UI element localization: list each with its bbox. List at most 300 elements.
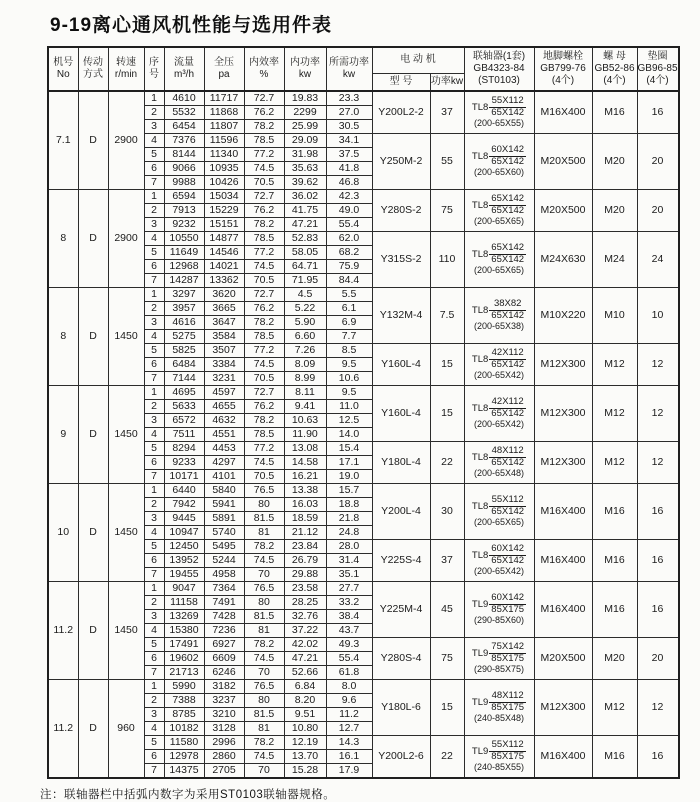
internal-power-cell: 2299	[284, 106, 326, 120]
internal-power-cell: 10.80	[284, 722, 326, 736]
pressure-cell: 15229	[204, 204, 244, 218]
seq-cell: 6	[144, 260, 164, 274]
header-line: r/min	[114, 69, 138, 80]
coupling-cell	[464, 190, 534, 232]
internal-power-cell: 36.02	[284, 190, 326, 204]
anchor-bolt-cell: M16X400	[534, 484, 592, 540]
coupling-spec	[466, 145, 533, 167]
internal-power-cell: 28.25	[284, 596, 326, 610]
table-row	[48, 288, 679, 302]
col-header-speed	[108, 47, 144, 91]
required-power-cell: 61.8	[326, 666, 372, 680]
motor-power-cell: 110	[430, 232, 464, 288]
header-line: pa	[218, 69, 230, 80]
coupling-fraction	[489, 299, 526, 321]
efficiency-cell: 78.5	[244, 428, 284, 442]
efficiency-cell: 80	[244, 596, 284, 610]
required-power-cell: 46.8	[326, 176, 372, 190]
required-power-cell: 17.9	[326, 764, 372, 779]
coupling-note: (200-65X65)	[473, 265, 525, 276]
flow-cell: 3297	[164, 288, 204, 302]
motor-model-cell: Y250M-2	[372, 134, 430, 190]
flow-cell: 9445	[164, 512, 204, 526]
coupling-spec	[466, 495, 533, 517]
table-row	[48, 582, 679, 596]
col-header-pressure	[204, 47, 244, 91]
flow-cell: 5275	[164, 330, 204, 344]
motor-power-cell: 15	[430, 344, 464, 386]
coupling-spec	[466, 691, 533, 713]
seq-cell: 5	[144, 736, 164, 750]
efficiency-cell: 72.7	[244, 386, 284, 400]
coupling-series: TL9	[471, 745, 489, 757]
header-line: %	[259, 69, 269, 80]
coupling-fraction-bottom: 65X142	[491, 155, 525, 167]
flow-cell: 17491	[164, 638, 204, 652]
coupling-note: (200-65X38)	[473, 321, 525, 332]
efficiency-cell: 78.2	[244, 736, 284, 750]
internal-power-cell: 31.98	[284, 148, 326, 162]
flow-cell: 6572	[164, 414, 204, 428]
drive-cell: D	[78, 484, 108, 582]
required-power-cell: 31.4	[326, 554, 372, 568]
pressure-cell: 3647	[204, 316, 244, 330]
coupling-fraction-bottom: 65X142	[491, 358, 525, 370]
coupling-spec	[466, 194, 533, 216]
table-row	[48, 680, 679, 694]
table-row	[48, 484, 679, 498]
required-power-cell: 7.7	[326, 330, 372, 344]
flow-cell: 5633	[164, 400, 204, 414]
coupling-series: TL8	[471, 150, 489, 162]
header-line: (4个)	[551, 74, 575, 86]
motor-power-cell: 75	[430, 638, 464, 680]
machine-no-cell: 11.2	[48, 680, 78, 779]
col-header-motor: 电 动 机	[372, 47, 464, 73]
coupling-fraction	[489, 96, 526, 118]
flow-cell: 13952	[164, 554, 204, 568]
coupling-series: TL8	[471, 199, 489, 211]
seq-cell: 1	[144, 386, 164, 400]
anchor-bolt-cell: M16X400	[534, 91, 592, 134]
header-line: 内效率	[249, 57, 279, 69]
nut-cell: M12	[592, 386, 637, 442]
seq-cell: 5	[144, 148, 164, 162]
pressure-cell: 7236	[204, 624, 244, 638]
efficiency-cell: 76.2	[244, 106, 284, 120]
coupling-cell	[464, 638, 534, 680]
motor-power-cell: 22	[430, 736, 464, 779]
flow-cell: 12978	[164, 750, 204, 764]
washer-cell: 20	[637, 638, 679, 680]
coupling-cell	[464, 134, 534, 190]
efficiency-cell: 76.5	[244, 582, 284, 596]
header-line: GB52-86	[594, 63, 635, 75]
washer-cell: 10	[637, 288, 679, 344]
washer-cell: 16	[637, 540, 679, 582]
required-power-cell: 9.6	[326, 694, 372, 708]
pressure-cell: 5244	[204, 554, 244, 568]
efficiency-cell: 81	[244, 624, 284, 638]
flow-cell: 7913	[164, 204, 204, 218]
efficiency-cell: 72.7	[244, 288, 284, 302]
col-header-seq	[144, 47, 164, 91]
efficiency-cell: 70	[244, 764, 284, 779]
required-power-cell: 14.0	[326, 428, 372, 442]
flow-cell: 3957	[164, 302, 204, 316]
fan-selection-table	[47, 46, 680, 779]
seq-cell: 3	[144, 120, 164, 134]
anchor-bolt-cell: M16X400	[534, 736, 592, 779]
coupling-fraction	[489, 348, 526, 370]
efficiency-cell: 77.2	[244, 148, 284, 162]
header-line: (ST0103)	[478, 74, 520, 86]
internal-power-cell: 8.09	[284, 358, 326, 372]
coupling-fraction-bottom: 65X142	[491, 505, 525, 517]
pressure-cell: 11717	[204, 91, 244, 106]
pressure-cell: 11596	[204, 134, 244, 148]
flow-cell: 6594	[164, 190, 204, 204]
flow-cell: 10171	[164, 470, 204, 484]
motor-power-cell: 37	[430, 91, 464, 134]
machine-no-cell: 8	[48, 190, 78, 288]
pressure-cell: 4297	[204, 456, 244, 470]
flow-cell: 15380	[164, 624, 204, 638]
pressure-cell: 7491	[204, 596, 244, 610]
pressure-cell: 2860	[204, 750, 244, 764]
required-power-cell: 9.5	[326, 358, 372, 372]
motor-model-cell: Y180L-6	[372, 680, 430, 736]
washer-cell: 16	[637, 484, 679, 540]
internal-power-cell: 32.76	[284, 610, 326, 624]
header-line: 螺 母	[603, 51, 626, 63]
nut-cell: M12	[592, 442, 637, 484]
required-power-cell: 28.0	[326, 540, 372, 554]
col-header-anchor-bolt	[534, 47, 592, 91]
internal-power-cell: 52.83	[284, 232, 326, 246]
internal-power-cell: 4.5	[284, 288, 326, 302]
coupling-note: (290-85X75)	[473, 664, 525, 675]
coupling-series: TL9	[471, 598, 489, 610]
table-row	[48, 91, 679, 106]
speed-cell: 1450	[108, 484, 144, 582]
coupling-fraction	[489, 593, 526, 615]
pressure-cell: 3182	[204, 680, 244, 694]
internal-power-cell: 14.58	[284, 456, 326, 470]
col-header-motor-power: 功率kw	[430, 73, 464, 91]
efficiency-cell: 76.2	[244, 204, 284, 218]
motor-power-cell: 37	[430, 540, 464, 582]
flow-cell: 19602	[164, 652, 204, 666]
header-line: 垫圈	[647, 51, 668, 63]
coupling-spec	[466, 96, 533, 118]
pressure-cell: 3231	[204, 372, 244, 386]
table-header	[48, 47, 679, 91]
efficiency-cell: 78.2	[244, 540, 284, 554]
pressure-cell: 13362	[204, 274, 244, 288]
pressure-cell: 7428	[204, 610, 244, 624]
seq-cell: 5	[144, 344, 164, 358]
pressure-cell: 4597	[204, 386, 244, 400]
pressure-cell: 3128	[204, 722, 244, 736]
pressure-cell: 6927	[204, 638, 244, 652]
washer-cell: 20	[637, 134, 679, 190]
coupling-note: (240-85X55)	[473, 762, 525, 773]
header-line: 序	[149, 57, 159, 69]
coupling-spec	[466, 544, 533, 566]
nut-cell: M16	[592, 582, 637, 638]
col-header-required-power	[326, 47, 372, 91]
coupling-cell	[464, 344, 534, 386]
required-power-cell: 16.1	[326, 750, 372, 764]
required-power-cell: 12.5	[326, 414, 372, 428]
motor-model-cell: Y280S-4	[372, 638, 430, 680]
efficiency-cell: 80	[244, 498, 284, 512]
seq-cell: 7	[144, 470, 164, 484]
flow-cell: 7376	[164, 134, 204, 148]
required-power-cell: 43.7	[326, 624, 372, 638]
motor-power-cell: 45	[430, 582, 464, 638]
motor-power-cell: 30	[430, 484, 464, 540]
washer-cell: 20	[637, 190, 679, 232]
coupling-fraction	[489, 145, 526, 167]
coupling-fraction	[489, 740, 526, 762]
coupling-cell	[464, 91, 534, 134]
coupling-note: (200-65X48)	[473, 468, 525, 479]
seq-cell: 6	[144, 162, 164, 176]
required-power-cell: 11.0	[326, 400, 372, 414]
efficiency-cell: 74.5	[244, 554, 284, 568]
flow-cell: 8294	[164, 442, 204, 456]
anchor-bolt-cell: M24X630	[534, 232, 592, 288]
header-line: GB96-85	[637, 63, 678, 75]
col-header-efficiency	[244, 47, 284, 91]
motor-model-cell: Y315S-2	[372, 232, 430, 288]
coupling-series: TL8	[471, 304, 489, 316]
internal-power-cell: 11.90	[284, 428, 326, 442]
internal-power-cell: 42.02	[284, 638, 326, 652]
internal-power-cell: 16.03	[284, 498, 326, 512]
efficiency-cell: 70	[244, 568, 284, 582]
coupling-fraction-top: 48X112	[489, 446, 526, 458]
internal-power-cell: 13.38	[284, 484, 326, 498]
pressure-cell: 3507	[204, 344, 244, 358]
anchor-bolt-cell: M12X300	[534, 386, 592, 442]
motor-power-cell: 22	[430, 442, 464, 484]
washer-cell: 12	[637, 344, 679, 386]
coupling-note: (200-65X42)	[473, 370, 525, 381]
coupling-fraction-top: 60X142	[491, 592, 525, 604]
required-power-cell: 23.3	[326, 91, 372, 106]
required-power-cell: 34.1	[326, 134, 372, 148]
coupling-fraction	[489, 642, 526, 664]
coupling-series: TL8	[471, 248, 489, 260]
seq-cell: 3	[144, 414, 164, 428]
required-power-cell: 11.2	[326, 708, 372, 722]
efficiency-cell: 72.7	[244, 91, 284, 106]
seq-cell: 5	[144, 442, 164, 456]
pressure-cell: 5891	[204, 512, 244, 526]
required-power-cell: 27.7	[326, 582, 372, 596]
flow-cell: 7144	[164, 372, 204, 386]
flow-cell: 4610	[164, 91, 204, 106]
internal-power-cell: 9.41	[284, 400, 326, 414]
flow-cell: 5825	[164, 344, 204, 358]
nut-cell: M16	[592, 484, 637, 540]
anchor-bolt-cell: M20X500	[534, 134, 592, 190]
internal-power-cell: 71.95	[284, 274, 326, 288]
coupling-fraction-bottom: 65X142	[491, 554, 525, 566]
flow-cell: 13269	[164, 610, 204, 624]
nut-cell: M12	[592, 680, 637, 736]
internal-power-cell: 29.88	[284, 568, 326, 582]
coupling-spec	[466, 642, 533, 664]
seq-cell: 2	[144, 400, 164, 414]
motor-model-cell: Y200L2-6	[372, 736, 430, 779]
internal-power-cell: 7.26	[284, 344, 326, 358]
coupling-fraction	[489, 446, 526, 468]
internal-power-cell: 19.83	[284, 91, 326, 106]
col-header-drive	[78, 47, 108, 91]
internal-power-cell: 5.90	[284, 316, 326, 330]
coupling-fraction-bottom: 85X175	[491, 701, 525, 713]
nut-cell: M20	[592, 134, 637, 190]
flow-cell: 10182	[164, 722, 204, 736]
coupling-cell	[464, 442, 534, 484]
seq-cell: 7	[144, 176, 164, 190]
nut-cell: M16	[592, 91, 637, 134]
required-power-cell: 38.4	[326, 610, 372, 624]
motor-model-cell: Y160L-4	[372, 344, 430, 386]
coupling-fraction-top: 55X112	[489, 495, 526, 507]
efficiency-cell: 78.5	[244, 134, 284, 148]
pressure-cell: 11807	[204, 120, 244, 134]
header-line: 联轴器(1套)	[472, 51, 526, 63]
flow-cell: 6454	[164, 120, 204, 134]
coupling-fraction-top: 60X142	[491, 543, 525, 555]
seq-cell: 1	[144, 680, 164, 694]
seq-cell: 4	[144, 232, 164, 246]
coupling-fraction-top: 60X142	[491, 144, 525, 156]
internal-power-cell: 18.59	[284, 512, 326, 526]
efficiency-cell: 70.5	[244, 176, 284, 190]
coupling-spec	[466, 348, 533, 370]
internal-power-cell: 39.62	[284, 176, 326, 190]
efficiency-cell: 74.5	[244, 456, 284, 470]
internal-power-cell: 25.99	[284, 120, 326, 134]
internal-power-cell: 35.63	[284, 162, 326, 176]
seq-cell: 6	[144, 554, 164, 568]
washer-cell: 16	[637, 91, 679, 134]
coupling-spec	[466, 397, 533, 419]
required-power-cell: 33.2	[326, 596, 372, 610]
required-power-cell: 6.1	[326, 302, 372, 316]
machine-no-cell: 10	[48, 484, 78, 582]
required-power-cell: 49.3	[326, 638, 372, 652]
coupling-fraction-top: 42X112	[489, 397, 526, 409]
seq-cell: 4	[144, 330, 164, 344]
seq-cell: 2	[144, 204, 164, 218]
required-power-cell: 41.8	[326, 162, 372, 176]
coupling-spec	[466, 593, 533, 615]
coupling-spec	[466, 243, 533, 265]
flow-cell: 7942	[164, 498, 204, 512]
flow-cell: 10550	[164, 232, 204, 246]
coupling-series: TL8	[471, 101, 489, 113]
flow-cell: 4616	[164, 316, 204, 330]
coupling-series: TL8	[471, 549, 489, 561]
coupling-series: TL9	[471, 696, 489, 708]
flow-cell: 5990	[164, 680, 204, 694]
flow-cell: 6484	[164, 358, 204, 372]
seq-cell: 3	[144, 708, 164, 722]
motor-power-cell: 55	[430, 134, 464, 190]
header-line: 号	[149, 69, 159, 80]
efficiency-cell: 78.5	[244, 232, 284, 246]
seq-cell: 3	[144, 316, 164, 330]
efficiency-cell: 76.5	[244, 680, 284, 694]
coupling-fraction-bottom: 85X175	[491, 603, 525, 615]
internal-power-cell: 5.22	[284, 302, 326, 316]
flow-cell: 10947	[164, 526, 204, 540]
col-header-motor-model: 型 号	[372, 73, 430, 91]
efficiency-cell: 74.5	[244, 162, 284, 176]
coupling-cell	[464, 540, 534, 582]
internal-power-cell: 8.99	[284, 372, 326, 386]
internal-power-cell: 12.19	[284, 736, 326, 750]
coupling-fraction-bottom: 65X142	[491, 407, 525, 419]
pressure-cell: 14546	[204, 246, 244, 260]
efficiency-cell: 81	[244, 526, 284, 540]
pressure-cell: 11868	[204, 106, 244, 120]
efficiency-cell: 78.2	[244, 638, 284, 652]
coupling-fraction-top: 55X112	[489, 96, 526, 108]
motor-power-cell: 15	[430, 386, 464, 442]
pressure-cell: 4655	[204, 400, 244, 414]
required-power-cell: 55.4	[326, 652, 372, 666]
pressure-cell: 4632	[204, 414, 244, 428]
seq-cell: 5	[144, 540, 164, 554]
table-body	[48, 91, 679, 778]
efficiency-cell: 76.2	[244, 302, 284, 316]
header-line: 地脚螺栓	[543, 51, 583, 63]
seq-cell: 2	[144, 498, 164, 512]
internal-power-cell: 37.22	[284, 624, 326, 638]
motor-model-cell: Y200L-4	[372, 484, 430, 540]
seq-cell: 1	[144, 91, 164, 106]
required-power-cell: 17.1	[326, 456, 372, 470]
washer-cell: 16	[637, 582, 679, 638]
internal-power-cell: 58.05	[284, 246, 326, 260]
seq-cell: 7	[144, 372, 164, 386]
anchor-bolt-cell: M16X400	[534, 582, 592, 638]
seq-cell: 5	[144, 246, 164, 260]
pressure-cell: 5495	[204, 540, 244, 554]
required-power-cell: 68.2	[326, 246, 372, 260]
efficiency-cell: 81	[244, 722, 284, 736]
efficiency-cell: 78.5	[244, 330, 284, 344]
required-power-cell: 19.0	[326, 470, 372, 484]
efficiency-cell: 77.2	[244, 246, 284, 260]
internal-power-cell: 47.21	[284, 218, 326, 232]
efficiency-cell: 74.5	[244, 358, 284, 372]
required-power-cell: 55.4	[326, 218, 372, 232]
flow-cell: 5532	[164, 106, 204, 120]
internal-power-cell: 6.60	[284, 330, 326, 344]
coupling-fraction-bottom: 65X142	[491, 309, 525, 321]
required-power-cell: 21.8	[326, 512, 372, 526]
coupling-note: (290-85X60)	[473, 615, 525, 626]
